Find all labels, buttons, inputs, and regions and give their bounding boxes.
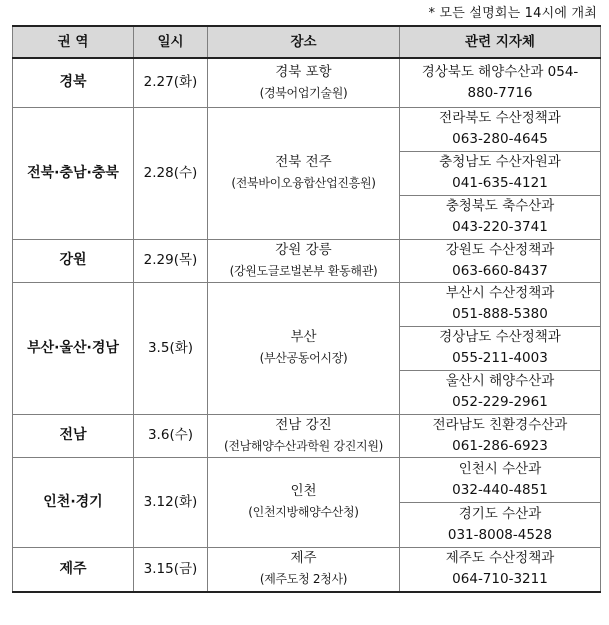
header-row <box>13 26 601 58</box>
office-cell <box>400 457 601 502</box>
place-venue: (경북어업기술원) <box>259 85 348 100</box>
header-place: 장소 <box>208 26 400 58</box>
place-venue: (전남해양수산과학원 강진지원) <box>223 438 384 453</box>
date-cell: 3.12(화) <box>134 457 208 547</box>
office-name: 울산시 해양수산과 <box>445 373 555 389</box>
place-name: 강원 강릉 <box>275 241 332 258</box>
region-cell: 전북·충남·충북 <box>13 107 134 239</box>
date-cell: 2.27(화) <box>134 58 208 107</box>
place-cell <box>208 547 400 592</box>
table-row <box>13 239 601 282</box>
place-name: 전북 전주 <box>275 154 332 170</box>
office-name: 경상남도 수산정책과 <box>439 329 561 345</box>
table-row <box>13 282 601 326</box>
office-phone: 043-220-3741 <box>452 219 548 235</box>
place-name: 경북 포항 <box>275 63 332 80</box>
office-name: 경기도 수산과 <box>458 505 542 522</box>
place-cell <box>208 239 400 282</box>
office-name: 인천시 수산과 <box>458 460 542 477</box>
table-row <box>13 107 601 151</box>
office-name: 부산시 수산정책과 <box>445 285 555 301</box>
table-row <box>13 58 601 107</box>
region-cell: 강원 <box>13 239 134 282</box>
office-phone: 041-635-4121 <box>452 175 548 191</box>
office-name: 전라북도 수산정책과 <box>439 110 561 126</box>
office-cell <box>400 370 601 414</box>
date-cell: 3.6(수) <box>134 414 208 457</box>
header-date: 일시 <box>134 26 208 58</box>
region-cell: 전남 <box>13 414 134 457</box>
place-cell <box>208 414 400 457</box>
date-cell: 2.29(목) <box>134 239 208 282</box>
office-cell <box>400 58 601 107</box>
place-venue: (제주도청 2청사) <box>259 572 348 587</box>
date-cell: 2.28(수) <box>134 107 208 239</box>
office-name: 제주도 수산정책과 <box>445 550 555 567</box>
region-cell: 제주 <box>13 547 134 592</box>
office-name: 충청남도 수산자원과 <box>439 154 561 170</box>
office-name: 전라남도 친환경수산과 <box>432 416 568 433</box>
office-cell <box>400 195 601 239</box>
office-cell <box>400 239 601 282</box>
place-venue: (인천지방해양수산청) <box>248 505 359 519</box>
region-cell: 인천·경기 <box>13 457 134 547</box>
office-phone: 052-229-2961 <box>452 394 548 410</box>
header-office: 관련 지자체 <box>400 26 601 58</box>
table-row <box>13 547 601 592</box>
office-cell <box>400 151 601 195</box>
office-cell <box>400 282 601 326</box>
office-name: 충청북도 축수산과 <box>445 198 555 214</box>
region-cell: 부산·울산·경남 <box>13 282 134 414</box>
briefing-schedule-table <box>12 25 601 593</box>
office-phone: 880-7716 <box>467 84 533 101</box>
schedule-note: * 모든 설명회는 14시에 개최 <box>428 6 597 21</box>
office-phone: 051-888-5380 <box>452 306 548 322</box>
place-name: 부산 <box>290 329 317 345</box>
region-cell: 경북 <box>13 58 134 107</box>
office-cell <box>400 547 601 592</box>
place-name: 전남 강진 <box>275 416 332 433</box>
office-phone: 064-710-3211 <box>452 571 548 588</box>
place-venue: (전북바이오융합산업진흥원) <box>231 176 376 190</box>
place-cell <box>208 58 400 107</box>
office-phone: 032-440-4851 <box>452 481 548 498</box>
place-venue: (부산공동어시장) <box>259 351 348 365</box>
office-phone: 055-211-4003 <box>452 350 548 366</box>
office-phone: 031-8008-4528 <box>447 526 553 543</box>
office-name: 강원도 수산정책과 <box>445 241 555 258</box>
office-cell <box>400 326 601 370</box>
office-cell <box>400 414 601 457</box>
date-cell: 3.15(금) <box>134 547 208 592</box>
office-cell <box>400 107 601 151</box>
place-cell <box>208 107 400 239</box>
place-name: 인천 <box>290 483 317 499</box>
office-phone: 063-280-4645 <box>452 131 548 147</box>
table-row <box>13 414 601 457</box>
place-name: 제주 <box>290 550 317 567</box>
office-name: 경상북도 해양수산과 054- <box>421 63 579 80</box>
place-cell <box>208 282 400 414</box>
place-cell <box>208 457 400 547</box>
place-venue: (강원도글로벌본부 환동해관) <box>229 263 378 278</box>
office-phone: 061-286-6923 <box>452 437 548 454</box>
table-row <box>13 457 601 502</box>
header-region: 권 역 <box>13 26 134 58</box>
office-phone: 063-660-8437 <box>452 262 548 279</box>
office-cell <box>400 502 601 547</box>
date-cell: 3.5(화) <box>134 282 208 414</box>
